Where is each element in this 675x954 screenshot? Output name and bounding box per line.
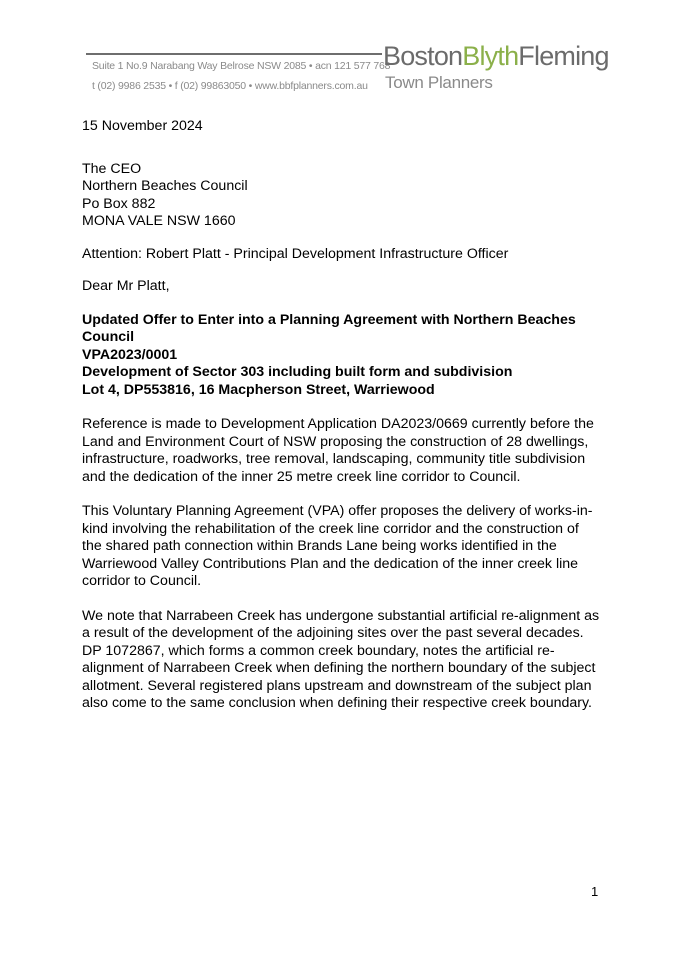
subject-line: Updated Offer to Enter into a Planning Agreement with Northern Beaches Council <box>82 311 576 345</box>
recipient-line: Po Box 882 <box>82 195 156 212</box>
recipient-line: MONA VALE NSW 1660 <box>82 213 236 229</box>
recipient-address <box>82 161 602 231</box>
body-paragraph: This Voluntary Planning Agreement (VPA) offer proposes the delivery of works-in-kind involving the rehabilitation of the creek line corridor and the construction of the shared path connection within Brands Lane being works identified in the Warriewood Valley Contributions Plan and the dedication of the inner creek line corridor to Council. <box>82 503 593 589</box>
attention-line: Attention: Robert Platt - Principal Development Infrastructure Officer <box>82 245 509 262</box>
letterhead <box>0 0 675 110</box>
subject-line: VPA2023/0001 <box>82 346 178 363</box>
logo-blyth: Blyth <box>462 41 519 71</box>
subject-block <box>82 312 602 400</box>
address-line-2: t (02) 9986 2535 • f (02) 99863050 • www.bbfplanners.com.au <box>92 80 368 92</box>
letter-body <box>82 118 602 730</box>
letterhead-rule <box>86 53 382 55</box>
recipient-line: Northern Beaches Council <box>82 178 248 194</box>
logo-tagline: Town Planners <box>385 73 493 92</box>
subject-line: Development of Sector 303 including built form and subdivision <box>82 364 513 380</box>
recipient-line: The CEO <box>82 160 142 177</box>
logo-fleming: Fleming <box>518 41 609 71</box>
body-paragraph: Reference is made to Development Application DA2023/0669 currently before the Land and Environment Court of NSW proposing the construction of 28 dwellings, infrastructure, roadworks, tree removal, landscaping, community title subdivision and the dedication of the inner 25 metre creek line corridor to Council. <box>82 416 594 485</box>
subject-line: Lot 4, DP553816, 16 Macpherson Street, Warriewood <box>82 381 435 398</box>
company-logo <box>383 40 609 72</box>
body-paragraph: We note that Narrabeen Creek has undergone substantial artificial re-alignment as a result of the development of the adjoining sites over the past several decades. DP 1072867, which forms a common creek boundary, notes the artificial re-alignment of Narrabeen Creek when defining the northern boundary of the subject allotment. Several registered plans upstream and downstream of the subject plan also come to the same conclusion when defining their respective creek boundary. <box>82 607 600 711</box>
letter-date: 15 November 2024 <box>82 118 203 134</box>
address-line-1: Suite 1 No.9 Narabang Way Belrose NSW 2085 • acn 121 577 768 <box>92 60 391 72</box>
page-number: 1 <box>591 884 599 899</box>
salutation: Dear Mr Platt, <box>82 278 170 294</box>
logo-boston: Boston <box>383 41 463 71</box>
